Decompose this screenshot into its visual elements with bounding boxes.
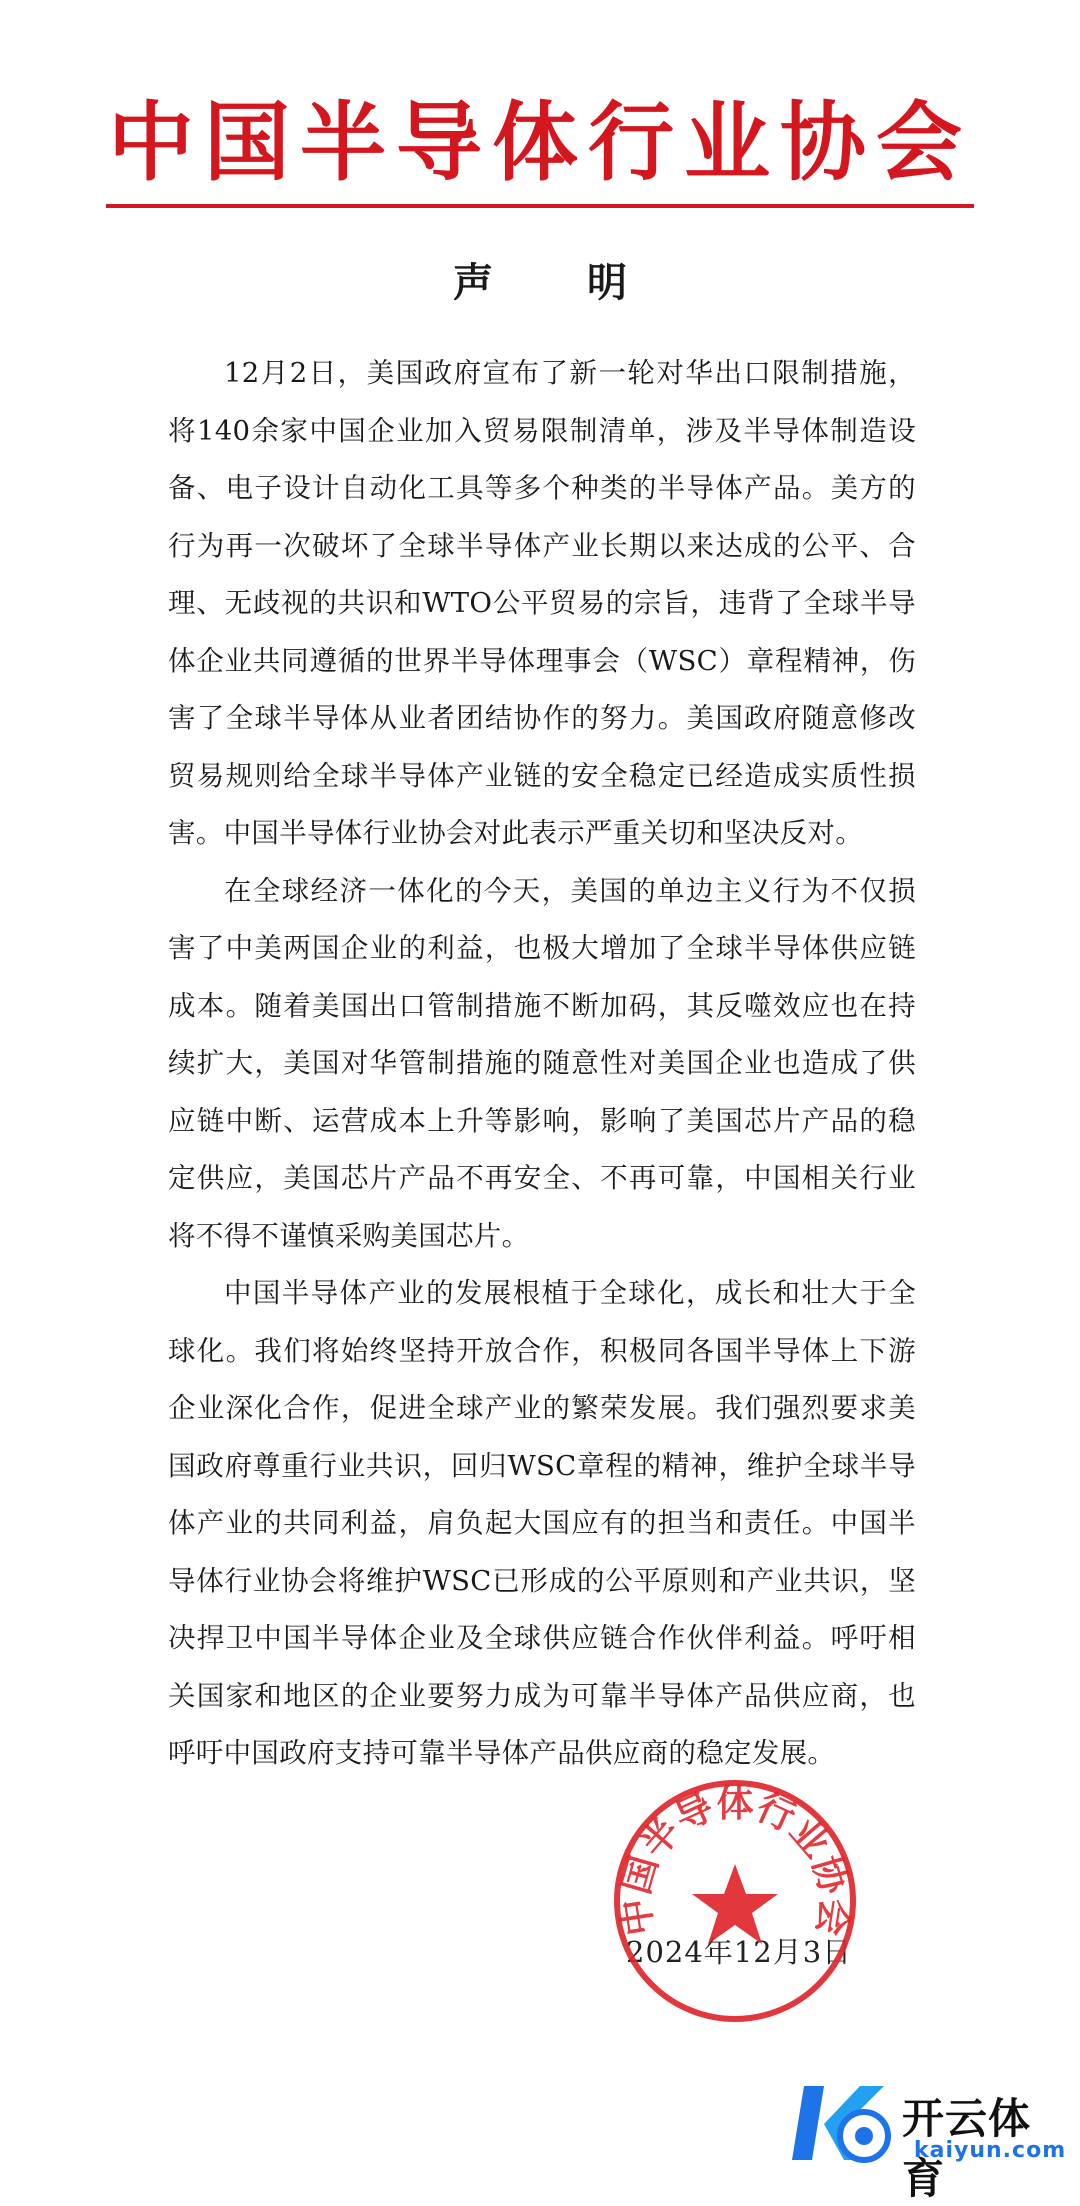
document-body (168, 345, 916, 1783)
paragraph-3: 中国半导体产业的发展根植于全球化，成长和壮大于全球化。我们将始终坚持开放合作，积极同各国半导体上下游企业深化合作，促进全球产业的繁荣发展。我们强烈要求美国政府尊重行业共识，回归WSC章程的精神，维护全球半导体产业的共同利益，肩负起大国应有的担当和责任。中国半导体行业协会将维护WSC已形成的公平原则和产业共识，坚决捍卫中国半导体企业及全球供应链合作伙伴利益。呼吁相关国家和地区的企业要努力成为可靠半导体产品供应商，也呼吁中国政府支持可靠半导体产品供应商的稳定发展。 (168, 1277, 916, 1769)
document-heading: 声 明 (453, 259, 667, 306)
paragraph-1: 12月2日，美国政府宣布了新一轮对华出口限制措施，将140余家中国企业加入贸易限制清单，涉及半导体制造设备、电子设计自动化工具等多个种类的半导体产品。美方的行为再一次破坏了全球半导体产业长期以来达成的公平、合理、无歧视的共识和WTO公平贸易的宗旨，违背了全球半导体企业共同遵循的世界半导体理事会（WSC）章程精神，伤害了全球半导体从业者团结协作的努力。美国政府随意修改贸易规则给全球半导体产业链的安全稳定已经造成实质性损害。中国半导体行业协会对此表示严重关切和坚决反对。 (168, 357, 916, 849)
watermark-brand: 开云体育 (902, 2094, 1032, 2203)
seal-text: 中国半导体行业协会 (613, 1782, 857, 1939)
header-divider (106, 204, 974, 208)
seal-stamp-icon (610, 1776, 860, 2026)
official-seal (610, 1776, 860, 2026)
kaiyun-logo-icon (790, 2080, 900, 2168)
document-date: 2024年12月3日 (626, 1935, 853, 1969)
organization-title: 中国半导体行业协会 (108, 93, 972, 193)
watermark-domain: kaiyun.com (914, 2138, 1067, 2163)
star-icon (692, 1864, 778, 1944)
paragraph-2: 在全球经济一体化的今天，美国的单边主义行为不仅损害了中美两国企业的利益，也极大增加了全球半导体供应链成本。随着美国出口管制措施不断加码，其反噬效应也在持续扩大，美国对华管制措施的随意性对美国企业也造成了供应链中断、运营成本上升等影响，影响了美国芯片产品的稳定供应，美国芯片产品不再安全、不再可靠，中国相关行业将不得不谨慎采购美国芯片。 (168, 874, 916, 1252)
watermark (790, 2080, 1067, 2203)
